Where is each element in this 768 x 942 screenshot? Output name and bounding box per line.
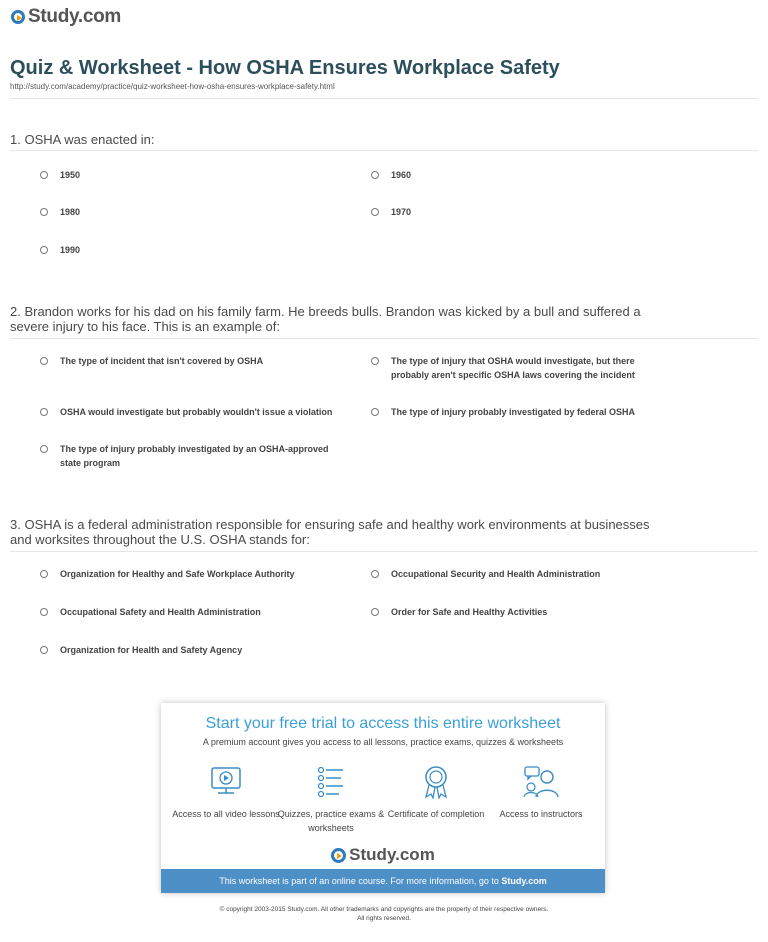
free-trial-promo [161, 703, 605, 893]
certificate-icon [418, 763, 454, 799]
option-label: Occupational Safety and Health Administration [60, 607, 261, 617]
radio-button[interactable] [40, 408, 48, 416]
question-2-text: 2. Brandon works for his dad on his family farm. He breeds bulls. Brandon was kicked by a bull and suffered a severe injury to his face. This is an example of: [10, 304, 641, 334]
radio-button[interactable] [371, 208, 379, 216]
radio-button[interactable] [371, 608, 379, 616]
option-label: Order for Safe and Healthy Activities [391, 607, 548, 617]
q1-option-c[interactable] [40, 205, 330, 219]
option-label: The type of injury probably investigated by an OSHA-approved state program [60, 444, 329, 468]
page-title: Quiz & Worksheet - How OSHA Ensures Workplace Safety [10, 57, 560, 79]
radio-button[interactable] [40, 445, 48, 453]
q1-option-a[interactable] [40, 168, 330, 182]
feature-quizzes [276, 763, 386, 835]
feature-video-lessons [171, 763, 281, 821]
option-label: 1980 [60, 207, 81, 217]
video-lessons-icon [208, 763, 244, 799]
promo-study-logo[interactable] [161, 845, 605, 865]
option-label: OSHA would investigate but probably wouldn't issue a violation [60, 407, 333, 417]
radio-button[interactable] [40, 208, 48, 216]
logo-text: Study.com [28, 6, 122, 27]
course-info-text: This worksheet is part of an online course. For more information, go to [219, 876, 499, 886]
question-divider [10, 338, 758, 339]
study-link[interactable]: Study.com [501, 876, 547, 886]
option-label: The type of incident that isn't covered by OSHA [60, 356, 264, 366]
quizzes-icon [313, 763, 349, 799]
radio-button[interactable] [40, 357, 48, 365]
promo-heading[interactable]: Start your free trial to access this entire worksheet [205, 715, 561, 732]
radio-button[interactable] [371, 570, 379, 578]
option-label: 1990 [60, 245, 81, 255]
radio-button[interactable] [40, 570, 48, 578]
q1-option-d[interactable] [371, 205, 661, 219]
study-logo-icon [331, 848, 346, 863]
option-label: 1950 [60, 170, 81, 180]
radio-button[interactable] [371, 171, 379, 179]
question-3-text: 3. OSHA is a federal administration responsible for ensuring safe and healthy work environments at businesses and worksites throughout the U.S. OSHA stands for: [10, 517, 650, 547]
q2-option-a[interactable] [40, 354, 330, 368]
feature-instructors [486, 763, 596, 821]
copyright-line-1: © copyright 2003-2015 Study.com. All other trademarks and copyrights are the property of their respective owners. [219, 906, 549, 913]
radio-button[interactable] [40, 171, 48, 179]
option-label: Organization for Health and Safety Agency [60, 645, 243, 655]
q2-option-b[interactable] [371, 354, 661, 382]
q2-option-e[interactable] [40, 442, 330, 470]
feature-certificate [381, 763, 491, 821]
option-label: 1970 [391, 207, 412, 217]
copyright-line-2: All rights reserved. [357, 915, 411, 922]
page-url[interactable]: http://study.com/academy/practice/quiz-worksheet-how-osha-ensures-workplace-safety.html [10, 82, 335, 91]
q3-option-a[interactable] [40, 567, 330, 581]
q3-option-b[interactable] [371, 567, 661, 581]
q3-option-e[interactable] [40, 643, 330, 657]
radio-button[interactable] [40, 646, 48, 654]
option-label: Occupational Security and Health Administration [391, 569, 601, 579]
q2-option-c[interactable] [40, 405, 370, 419]
question-divider [10, 150, 758, 151]
radio-button[interactable] [371, 408, 379, 416]
q2-option-d[interactable] [371, 405, 661, 419]
feature-label: Access to instructors [499, 809, 583, 819]
question-divider [10, 551, 758, 552]
option-label: The type of injury probably investigated by federal OSHA [391, 407, 636, 417]
radio-button[interactable] [371, 357, 379, 365]
radio-button[interactable] [40, 246, 48, 254]
promo-subheading: A premium account gives you access to all lessons, practice exams, quizzes & worksheets [202, 737, 564, 747]
q1-option-b[interactable] [371, 168, 661, 182]
question-1-text: 1. OSHA was enacted in: [10, 132, 155, 147]
feature-label: Access to all video lessons [172, 809, 280, 819]
study-logo-icon [11, 10, 25, 24]
feature-label: Quizzes, practice exams & worksheets [277, 809, 385, 833]
feature-label: Certificate of completion [387, 809, 485, 819]
study-logo[interactable] [11, 6, 121, 28]
promo-logo-text: Study.com [349, 845, 435, 864]
course-info-bar [161, 869, 605, 893]
option-label: Organization for Healthy and Safe Workplace Authority [60, 569, 295, 579]
instructors-icon [523, 763, 559, 799]
copyright [0, 905, 768, 923]
q1-option-e[interactable] [40, 243, 330, 257]
header-divider [10, 98, 758, 99]
q3-option-d[interactable] [371, 605, 661, 619]
option-label: 1960 [391, 170, 412, 180]
radio-button[interactable] [40, 608, 48, 616]
q3-option-c[interactable] [40, 605, 330, 619]
option-label: The type of injury that OSHA would investigate, but there probably aren't specific OSHA laws covering the incident [391, 356, 635, 380]
